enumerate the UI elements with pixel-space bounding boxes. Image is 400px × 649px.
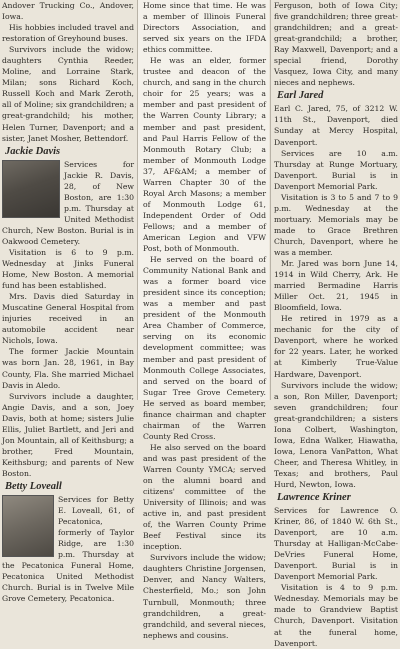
article-paragraph: Survivors include the widow; a son, Ron Miller, Davenport; seven grandchildren; four great-grandchildren; a sisters Iona Colbert, Washington, Iowa, Edna Walker, Hiawatha, Iowa, Lenora VanPatton, What Cheer, and Theresa Whitley, in Texas; and brothers, Paul Hurd, Newton, Iowa. xyxy=(274,380,398,489)
middle-column xyxy=(143,0,266,640)
obituary-heading-jared: Earl Jared xyxy=(277,90,324,102)
obituary-heading-davis: Jackie Davis xyxy=(5,145,61,157)
left-column xyxy=(2,0,134,604)
article-paragraph: Services for Jackie R. Davis, 28, of New Boston, are 1:30 p.m. Thursday at United Methodist Church, New Boston. Burial is in Oakwood Cemetery. xyxy=(2,159,134,246)
article-paragraph: He retired in 1979 as a mechanic for the city of Davenport, where he worked for 22 years. Later, he worked at Kimberly True-Value Hardware, Davenport. xyxy=(274,314,398,379)
article-paragraph: The former Jackie Mountain was born Jan. 28, 1961, in Bay County, Fla. She married Michael Davis in Aledo. xyxy=(2,347,134,390)
obituary-heading-loveall: Betty Loveall xyxy=(5,480,62,492)
article-paragraph: Home since that time. He was a member of Illinois Funeral Directors Association, and served six years on the IFDA ethics committee. xyxy=(143,1,266,55)
article-paragraph: Ferguson, both of Iowa City; five grandchildren; three great-grandchildren; and a great-great-grandchild; a brother, Ray Maxwell, Davenport; and a special friend, Dorothy Vasquez, Iowa City, and many nieces and nephews. xyxy=(274,1,398,88)
column-rule xyxy=(270,0,271,400)
article-paragraph: Services are 10 a.m. Thursday at Runge Mortuary, Davenport. Burial is in Davenport Memorial Park. xyxy=(274,148,398,191)
article-paragraph: His hobbies included travel and restoration of Greyhound buses. xyxy=(2,23,134,44)
article-paragraph: Visitation is 6 to 9 p.m. Wednesday at Jinks Funeral Home, New Boston. A memorial fund has been established. xyxy=(2,247,134,291)
article-paragraph: Survivors include the widow; daughters Christine Jorgensen, Denver, and Nancy Walters, Chesterfield, Mo.; son John Turnbull, Monmouth; three grandchildren, a great-grandchild, and several nieces, nephews and cousins. xyxy=(143,553,266,640)
portrait-photo-loveall xyxy=(2,495,54,557)
article-paragraph: Services for Lawrence O. Kriner, 86, of 1840 W. 6th St., Davenport, are 10 a.m. Thursday at Halligan-McCabe-DeVries Funeral Home, Davenport. Burial is in Davenport Memorial Park. xyxy=(274,506,398,582)
article-paragraph: He also served on the board and was past president of the Warren County YMCA; served on the alumni board and citizens' committee of the University of Illinois; and was active in, and past president of, the Warren County Prime Beef Festival since its inception. xyxy=(143,442,266,552)
article-paragraph: Mr. Jared was born June 14, 1914 in Wild Cherry, Ark. He married Bermadine Harris Miller Oct. 21, 1945 in Bloomfield, Iowa. xyxy=(274,259,398,313)
column-rule xyxy=(137,0,138,400)
portrait-photo-davis xyxy=(2,160,60,218)
article-paragraph: Mrs. Davis died Saturday in Muscatine General Hospital from injuries received in an automobile accident near Nichols, Iowa. xyxy=(2,292,134,346)
article-paragraph: Services for Betty E. Loveall, 61, of Pecatonica, formerly of Taylor Ridge, are 1:30 p.m. Thursday at the Pecatonica Funeral Home, Pecatonica United Methodist Church. Burial is in Twelve Mile Grove Cemetery, Pecatonica. xyxy=(2,494,134,604)
article-paragraph: Survivors include a daughter, Angie Davis, and a son, Joey Davis, both at home; sisters Julie Ellis, Juliet Bartlett, and Jeri and Jon Mountain, all of Keithsburg; a brother, Fred Mountain, Keithsburg; and parents of New Boston. xyxy=(2,391,134,478)
article-paragraph: Visitation is 4 to 9 p.m. Wednesday. Memorials may be made to Grandview Baptist Church, Davenport. Visitation at the funeral home, Davenport. xyxy=(274,583,398,648)
article-paragraph: Survivors include the widow; daughters Cynthia Reeder, Moline, and Lorraine Stark, Milan; sons Richard Koch, Russell Koch and Mark Zeroth, all of Moline; six grandchildren; a great-grandchild; his mother, Helen Turner, Davenport; and a sister, Janet Mosher, Bettendorf. xyxy=(2,45,134,143)
article-paragraph: Andover Trucking Co., Andover, Iowa. xyxy=(2,1,134,22)
article-paragraph: He served on the board of Community National Bank and was a former board vice president since its conception; was a member and past president of the Monmouth Area Chamber of Commerce, serving on its economic development committee; was member and past president of Monmouth College Associates, and served on the board of Sugar Tree Grove Cemetery. He served as board member, finance chairman and chapter chairman of the Warren County Red Cross. xyxy=(143,255,266,441)
obituary-heading-kriner: Lawrence Kriner xyxy=(277,492,351,504)
article-paragraph: He was an elder, former trustee and deacon of the church, and sang in the church choir for 25 years; was a member and past president of the Warren County Library; a member and past president, and Paul Harris Fellow of the Monmouth Rotary Club; a member of Monmouth Lodge 37, AF&AM; a member of Warren Chapter 30 of the Royal Arch Masons; a member of Monmouth Lodge 61, Independent Order of Odd Fellows; and a member of American Legion and VFW Post, both of Monmouth. xyxy=(143,56,266,254)
article-paragraph: Earl C. Jared, 75, of 3212 W. 11th St., Davenport, died Sunday at Mercy Hospital, Davenport. xyxy=(274,104,398,147)
right-column xyxy=(274,0,398,648)
article-paragraph: Visitation is 3 to 5 and 7 to 9 p.m. Wednesday at the mortuary. Memorials may be made to Grace Brethren Church, Davenport, where he was a member. xyxy=(274,192,398,257)
